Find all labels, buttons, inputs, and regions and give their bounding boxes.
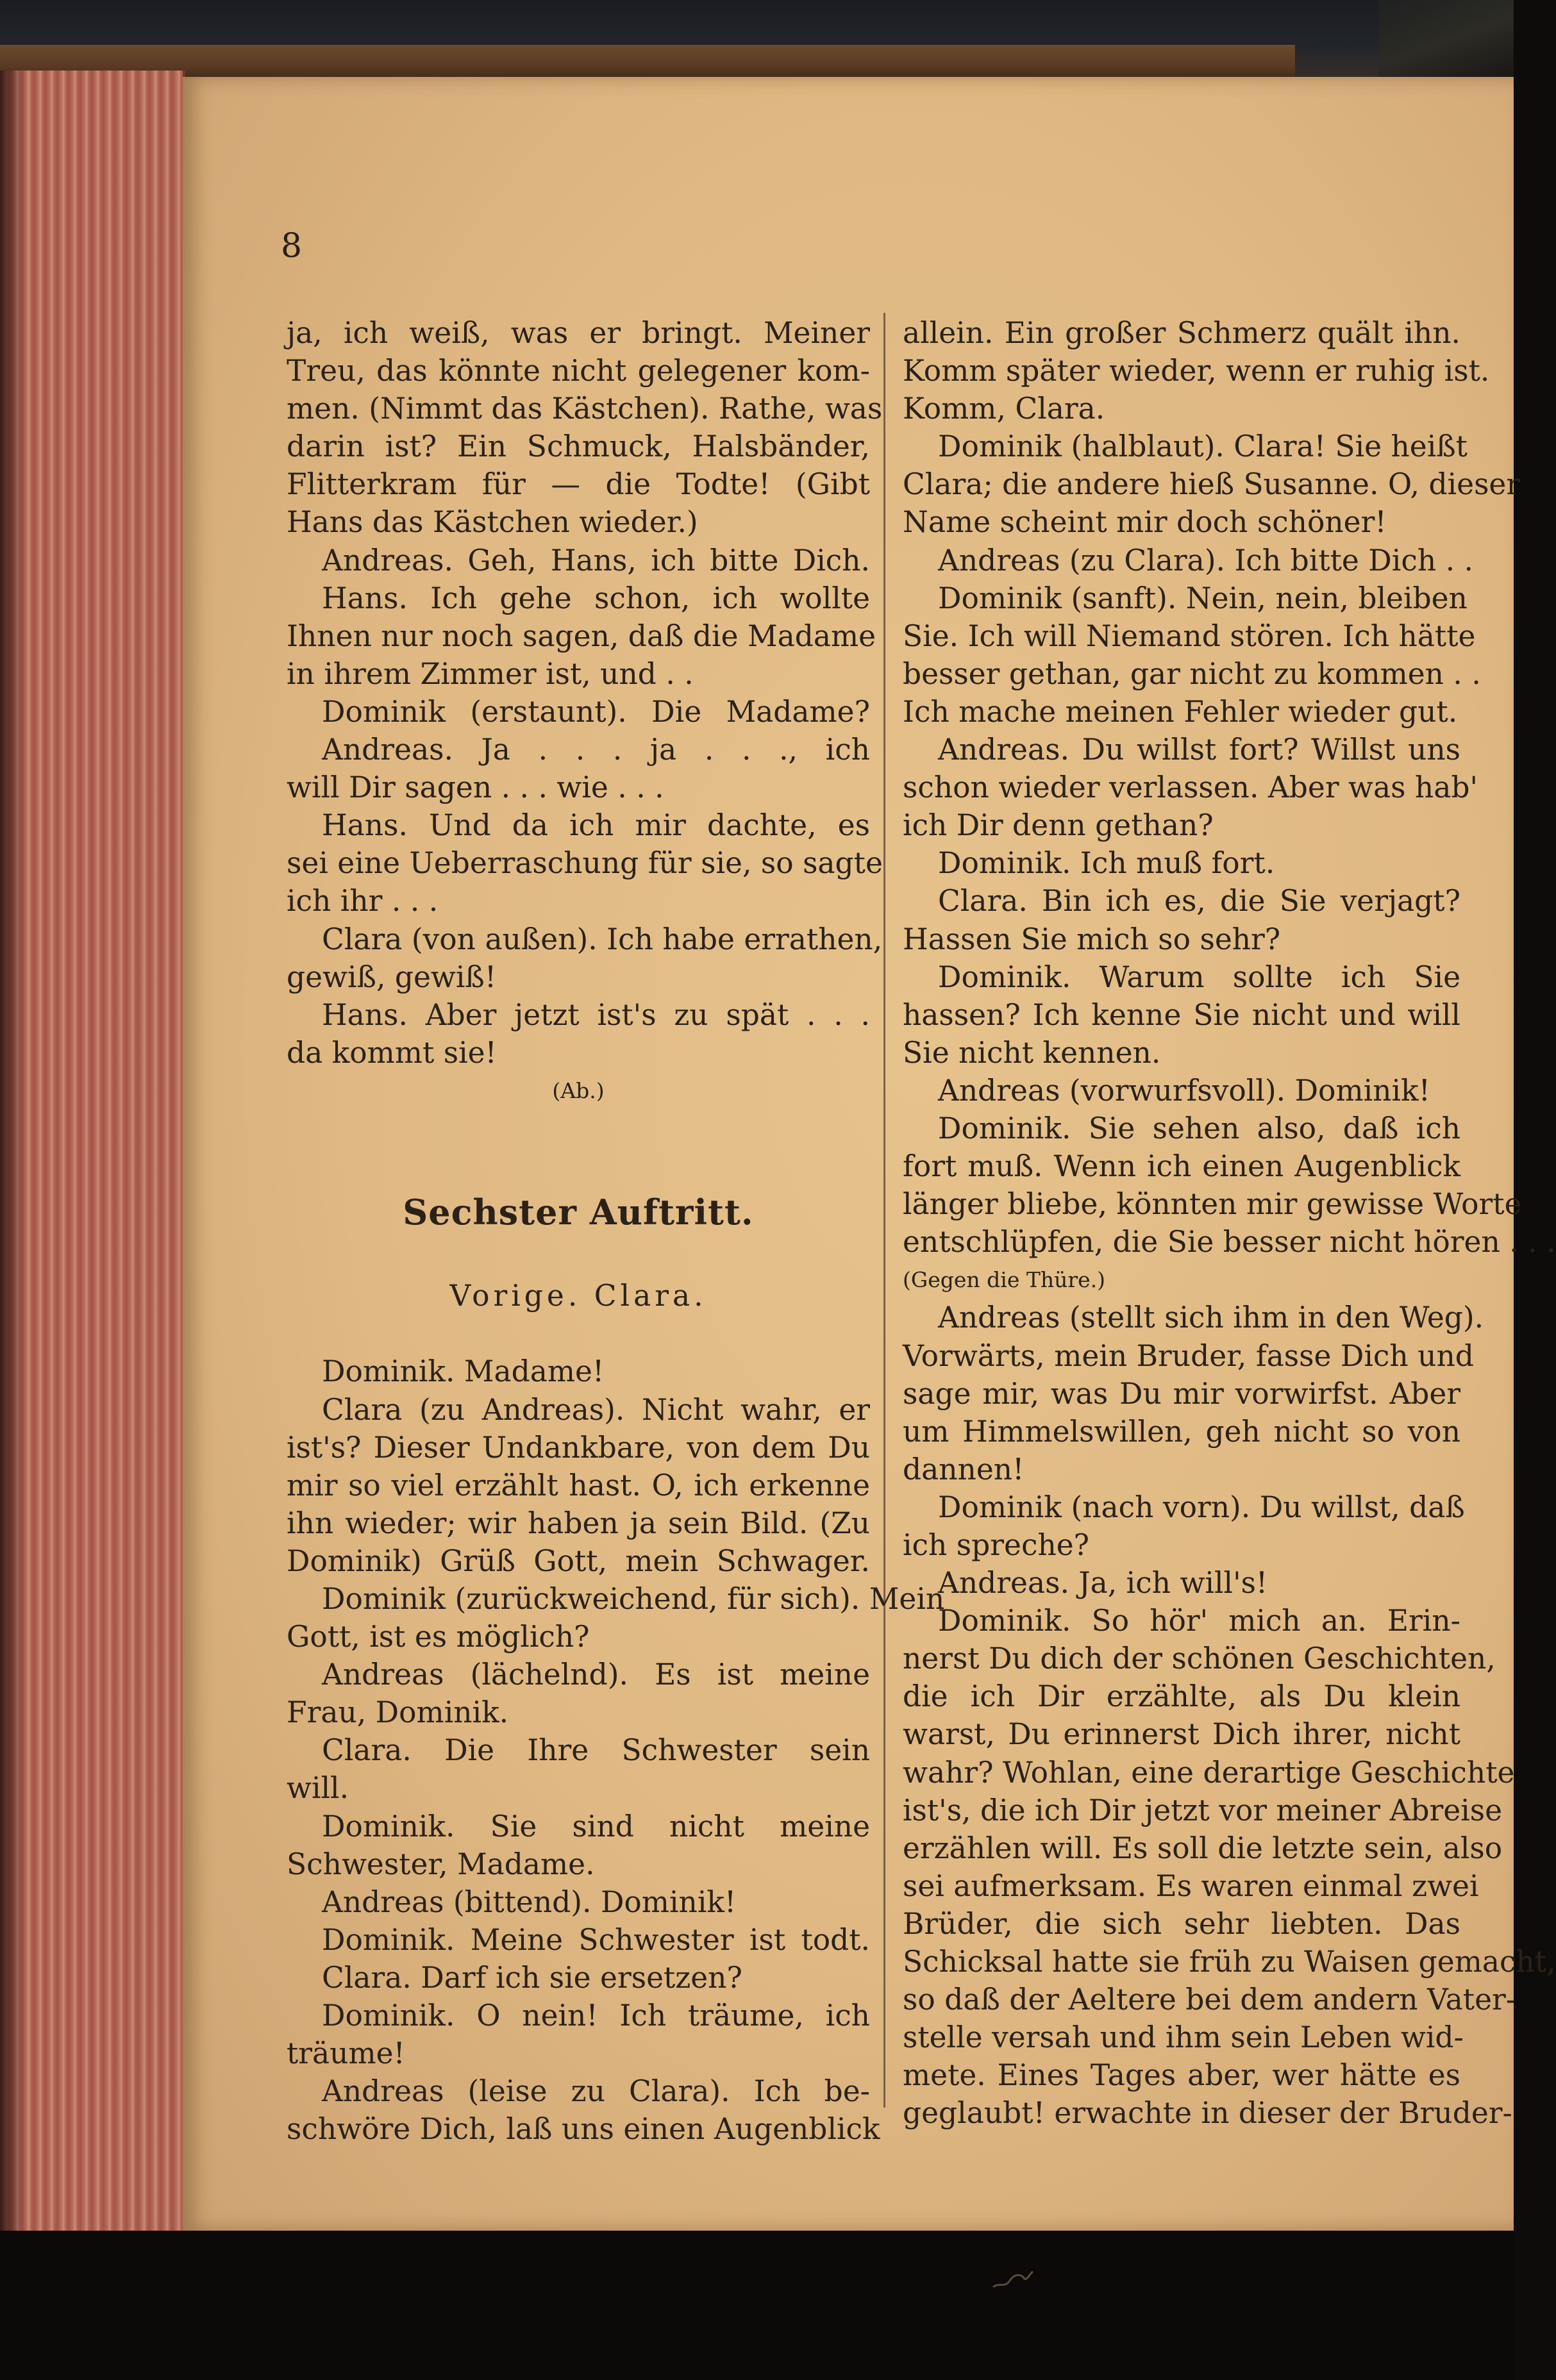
text-line: will Dir sagen . . . wie . . .	[287, 770, 664, 805]
ink-scribble-mark	[991, 2269, 1035, 2291]
text-line: wahr? Wohlan, eine derartige Geschichte	[903, 1755, 1515, 1790]
bookmark-ribbon	[1378, 0, 1514, 83]
text-line: stelle versah und ihm sein Leben wid-	[903, 2020, 1464, 2055]
text-line: in ihrem Zimmer ist, und . .	[287, 656, 694, 691]
stage-direction-exit: (Ab.)	[552, 1078, 605, 1103]
text-line: Andreas. Geh, Hans, ich bitte Dich.	[322, 543, 870, 578]
text-line: Treu, das könnte nicht gelegener kom-	[287, 354, 870, 388]
text-line: Andreas (vorwurfsvoll). Dominik!	[938, 1073, 1430, 1108]
page-number: 8	[281, 227, 303, 265]
text-line: Schicksal hatte sie früh zu Waisen gemacht,	[903, 1945, 1556, 1979]
text-line: Clara. Bin ich es, die Sie verjagt?	[938, 884, 1460, 919]
text-line: Komm später wieder, wenn er ruhig ist.	[903, 354, 1490, 388]
text-line: Vorwärts, mein Bruder, fasse Dich und	[903, 1338, 1474, 1373]
text-line: Gott, ist es möglich?	[287, 1620, 590, 1654]
text-line: will.	[287, 1771, 349, 1806]
text-line: erzählen will. Es soll die letzte sein, also	[903, 1831, 1503, 1865]
text-line: Hans. Und da ich mir dachte, es	[322, 808, 870, 843]
text-line: die ich Dir erzählte, als Du klein	[903, 1679, 1460, 1714]
text-line: Dominik. So hör' mich an. Erin-	[938, 1604, 1460, 1638]
text-line: Andreas (zu Clara). Ich bitte Dich . .	[938, 543, 1473, 578]
text-line: Dominik (halblaut). Clara! Sie heißt	[938, 429, 1468, 464]
text-line: sei eine Ueberraschung für sie, so sagte	[287, 846, 883, 881]
spacer	[287, 1239, 870, 1277]
left-column	[287, 314, 945, 2148]
text-line: ja, ich weiß, was er bringt. Meiner	[287, 316, 870, 350]
right-column	[903, 314, 1556, 2133]
text-line: Dominik. Sie sind nicht meine	[322, 1809, 870, 1843]
text-line: Andreas (stellt sich ihm in den Weg).	[938, 1301, 1484, 1335]
text-line: Frau, Dominik.	[287, 1695, 509, 1730]
text-line: Brüder, die sich sehr liebten. Das	[903, 1906, 1460, 1941]
text-line: darin ist? Ein Schmuck, Halsbänder,	[287, 429, 870, 464]
text-line: Name scheint mir doch schöner!	[903, 505, 1387, 540]
text-line: Hans. Aber jetzt ist's zu spät . . .	[322, 997, 870, 1032]
text-line: allein. Ein großer Schmerz quält ihn.	[903, 316, 1460, 350]
text-line: ich ihr . . .	[287, 884, 439, 919]
text-line: warst, Du erinnerst Dich ihrer, nicht	[903, 1717, 1460, 1752]
text-line: Andreas. Du willst fort? Willst uns	[938, 733, 1460, 767]
text-line: hassen? Ich kenne Sie nicht und will	[903, 997, 1460, 1032]
text-line: Dominik. Meine Schwester ist todt.	[322, 1922, 870, 1957]
text-line: Clara (zu Andreas). Nicht wahr, er	[322, 1392, 870, 1427]
text-line: Hassen Sie mich so sehr?	[903, 922, 1281, 956]
text-line: Dominik (erstaunt). Die Madame?	[322, 694, 870, 729]
text-line: gewiß, gewiß!	[287, 960, 497, 994]
text-line: Dominik (sanft). Nein, nein, bleiben	[938, 581, 1468, 615]
text-line: ist's? Dieser Undankbare, von dem Du	[287, 1430, 870, 1465]
text-line: da kommt sie!	[287, 1035, 497, 1070]
text-line: sage mir, was Du mir vorwirfst. Aber	[903, 1376, 1460, 1411]
text-line: Ihnen nur noch sagen, daß die Madame	[287, 619, 876, 653]
text-line: men. (Nimmt das Kästchen). Rathe, was	[287, 392, 883, 426]
text-line: um Himmelswillen, geh nicht so von	[903, 1414, 1460, 1449]
text-line: so daß der Aeltere bei dem andern Vater-	[903, 1983, 1516, 2017]
text-line: schon wieder verlassen. Aber was hab'	[903, 770, 1478, 805]
spine-shadow	[0, 71, 26, 2237]
page-stack-edges	[0, 71, 185, 2237]
text-line: ist's, die ich Dir jetzt vor meiner Abreise	[903, 1793, 1502, 1827]
text-line: Dominik (nach vorn). Du willst, daß	[938, 1490, 1465, 1524]
text-line: ihn wieder; wir haben ja sein Bild. (Zu	[287, 1506, 870, 1540]
text-line: Hans das Kästchen wieder.)	[287, 505, 698, 540]
background-table	[0, 2231, 1514, 2380]
text-line: Dominik. Warum sollte ich Sie	[938, 960, 1460, 994]
text-line: ich spreche?	[903, 1528, 1090, 1562]
text-line: Clara; die andere hieß Susanne. O, dieser	[903, 467, 1521, 502]
text-line: Dominik (zurückweichend, für sich). Mein	[322, 1582, 945, 1616]
text-line: Sie. Ich will Niemand stören. Ich hätte	[903, 619, 1476, 653]
text-line: Sie nicht kennen.	[903, 1035, 1161, 1070]
text-line: Clara. Die Ihre Schwester sein	[322, 1733, 870, 1768]
stage-direction: (Gegen die Thüre.)	[903, 1267, 1106, 1293]
text-line: träume!	[287, 2036, 405, 2071]
text-line: länger bliebe, könnten mir gewisse Worte	[903, 1187, 1522, 1222]
spacer	[287, 1315, 870, 1352]
text-line: ich Dir denn gethan?	[903, 808, 1214, 843]
text-line: nerst Du dich der schönen Geschichten,	[903, 1642, 1496, 1676]
text-line: Andreas. Ja, ich will's!	[938, 1566, 1268, 1601]
text-line: Andreas (bittend). Dominik!	[322, 1885, 737, 1919]
text-line: Dominik. O nein! Ich träume, ich	[322, 1999, 870, 2033]
text-line: Flitterkram für — die Todte! (Gibt	[287, 467, 870, 502]
text-line: Dominik. Madame!	[322, 1354, 605, 1389]
text-line: Andreas (lächelnd). Es ist meine	[322, 1658, 870, 1692]
text-line: geglaubt! erwachte in dieser der Bruder-	[903, 2096, 1512, 2131]
text-line: dannen!	[903, 1452, 1025, 1486]
spacer	[287, 1110, 870, 1147]
text-line: mete. Eines Tages aber, wer hätte es	[903, 2058, 1460, 2093]
scene-characters: Vorige. Clara.	[449, 1279, 707, 1313]
text-line: Dominik. Ich muß fort.	[938, 846, 1275, 881]
text-line: Andreas. Ja . . . ja . . ., ich	[322, 733, 870, 767]
text-line: entschlüpfen, die Sie besser nicht hören . . .	[903, 1225, 1556, 1260]
text-line: mir so viel erzählt hast. O, ich erkenne	[287, 1468, 870, 1502]
text-line: besser gethan, gar nicht zu kommen . .	[903, 656, 1481, 691]
scene-heading: Sechster Auftritt.	[403, 1192, 754, 1233]
text-line: Dominik. Sie sehen also, daß ich	[938, 1111, 1460, 1145]
text-line: Schwester, Madame.	[287, 1847, 595, 1881]
text-line: Ich mache meinen Fehler wieder gut.	[903, 694, 1458, 729]
text-line: Hans. Ich gehe schon, ich wollte	[322, 581, 870, 615]
text-line: sei aufmerksam. Es waren einmal zwei	[903, 1868, 1479, 1903]
text-line: schwöre Dich, laß uns einen Augenblick	[287, 2112, 880, 2147]
text-line: Andreas (leise zu Clara). Ich be-	[322, 2074, 870, 2109]
text-line: Dominik) Grüß Gott, mein Schwager.	[287, 1544, 870, 1578]
column-divider	[883, 313, 885, 2108]
spacer	[287, 1147, 870, 1185]
text-line: Clara. Darf ich sie ersetzen?	[322, 1960, 742, 1995]
text-line: Clara (von außen). Ich habe errathen,	[322, 922, 883, 956]
text-line: Komm, Clara.	[903, 392, 1105, 426]
text-line: fort muß. Wenn ich einen Augenblick	[903, 1149, 1460, 1184]
